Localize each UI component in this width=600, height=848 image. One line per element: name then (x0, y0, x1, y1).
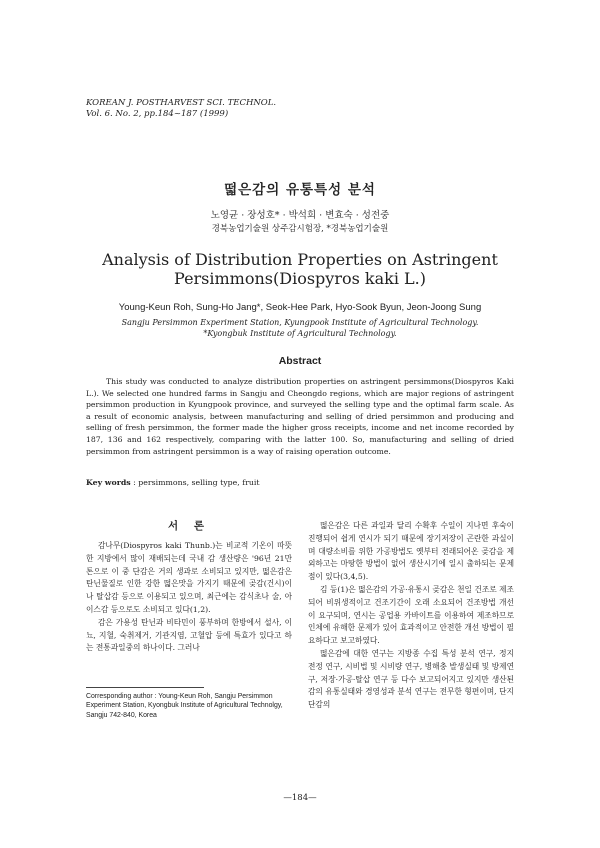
left-column (86, 540, 292, 655)
intro-heading: 서 론 (168, 520, 210, 532)
korean-affiliation: 경북농업기술원 상주감시험장, *경북농업기술원 (211, 224, 389, 234)
korean-authors: 노영균 · 장성호* · 박석희 · 변효숙 · 성전중 (210, 210, 390, 221)
english-title-line2: Persimmons(Diospyros kaki L.) (174, 269, 426, 288)
english-title-line1: Analysis of Distribution Properties on Astringent (102, 250, 498, 269)
intro-paragraph: 떫은감은 다른 과일과 달리 수확후 수일이 지나면 후숙이 진행되어 쉽게 연시가 되기 때문에 장기저장이 곤란한 과실이며 대량소비를 위한 가공방법도 옛부터 전래되어온 곶감을 제외하고는 마땅한 방법이 없어 생산시기에 일시 출하되는 문제점이 있다(3,4,5). (308, 521, 514, 582)
keywords (86, 478, 260, 487)
keywords-text: : persimmons, selling type, fruit (130, 478, 260, 487)
correspondence-note: Corresponding author : Young-Keun Roh, Sangju Persimmon Experiment Station, Kyongbuk Institute of Agricultural Technolgy, Sangju 742-840, Korea (86, 693, 283, 719)
right-column (308, 520, 514, 712)
english-title (0, 250, 600, 288)
journal-name: KOREAN J. POSTHARVEST SCI. TECHNOL. (86, 98, 277, 108)
english-affiliation (0, 317, 600, 339)
intro-paragraph: 떫은감에 대한 연구는 지방종 수집 특성 분석 연구, 정지 전정 연구, 시비법 및 시비량 연구, 병해충 발생실태 및 방제연구, 저장·가공·탈삽 연구 등 다수 보고되어지고 있지만 생산된 감의 유통실태와 경영성과 분석 연구는 전무한 형편이며, 단지 단감의 (308, 648, 514, 710)
intro-paragraph: 감은 가용성 탄닌과 비타민이 풍부하며 한방에서 설사, 이뇨, 지혈, 숙취제거, 기관지염, 고혈압 등에 특효가 있다고 하는 전통과일중의 하나이다. 그러나 (86, 617, 292, 653)
intro-paragraph: 김 등(1)은 떫은감의 가공·유통시 곶감은 천일 건조로 제조되어 비위생적이고 건조기간이 오래 소요되어 건조방법 개선이 요구되며, 연시는 공업용 카바이트를 이용하여 제조하므로 인체에 유해한 문제가 있어 효과적이고 안전한 개선 방법이 필요하다고 보고하였다. (308, 584, 514, 646)
abstract-body: This study was conducted to analyze distribution properties on astringent persimmons(Diospyros Kaki L.). We selected one hundred farms in Sangju and Cheongdo regions, which are major regions of astringent persimmon production in Kyungpook province, and surveyed the selling type and the optimal farm scale. As a result of economic analysis, between manufacturing and selling of dried persimmon and producing and selling of fresh persimmon, the former made the higher gross receipts, income and net income recorded by 187, 136 and 162 respectively, comparing with the latter 100. So, manufacturing and selling of dried persimmon from astringent persimmon is a way of raising operation outcome. (86, 377, 514, 456)
journal-header (86, 98, 276, 120)
keywords-label: Key words (86, 478, 131, 487)
english-authors: Young-Keun Roh, Sung-Ho Jang*, Seok-Hee Park, Hyo-Sook Byun, Jeon-Joong Sung (118, 302, 482, 313)
intro-paragraph: 감나무(Diospyros kaki Thunb.)는 비교적 기온이 따뜻한 지방에서 많이 재배되는데 국내 감 생산량은 '96년 21만 톤으로 이 중 단감은 거의 생과로 소비되고 있지만, 떫은감은 탄닌물질로 인한 강한 떫은맛을 가지기 때문에 곶감(건시)이나 탈삽감 등으로 이용되고 있으며, 최근에는 감식초나 술, 아이스감 등으로도 소비되고 있다(1,2). (86, 541, 292, 614)
footnote-rule (86, 687, 204, 688)
korean-title: 떫은감의 유통특성 분석 (224, 182, 376, 198)
page-number: —184— (283, 793, 317, 803)
english-affiliation-line1: Sangju Persimmon Experiment Station, Kyungpook Institute of Agricultural Technology. (121, 318, 479, 327)
english-affiliation-line2: *Kyongbuk Institute of Agricultural Technology. (203, 329, 397, 338)
journal-volume: Vol. 6. No. 2, pp.184~187 (1999) (86, 109, 229, 119)
abstract-heading: Abstract (278, 355, 322, 367)
